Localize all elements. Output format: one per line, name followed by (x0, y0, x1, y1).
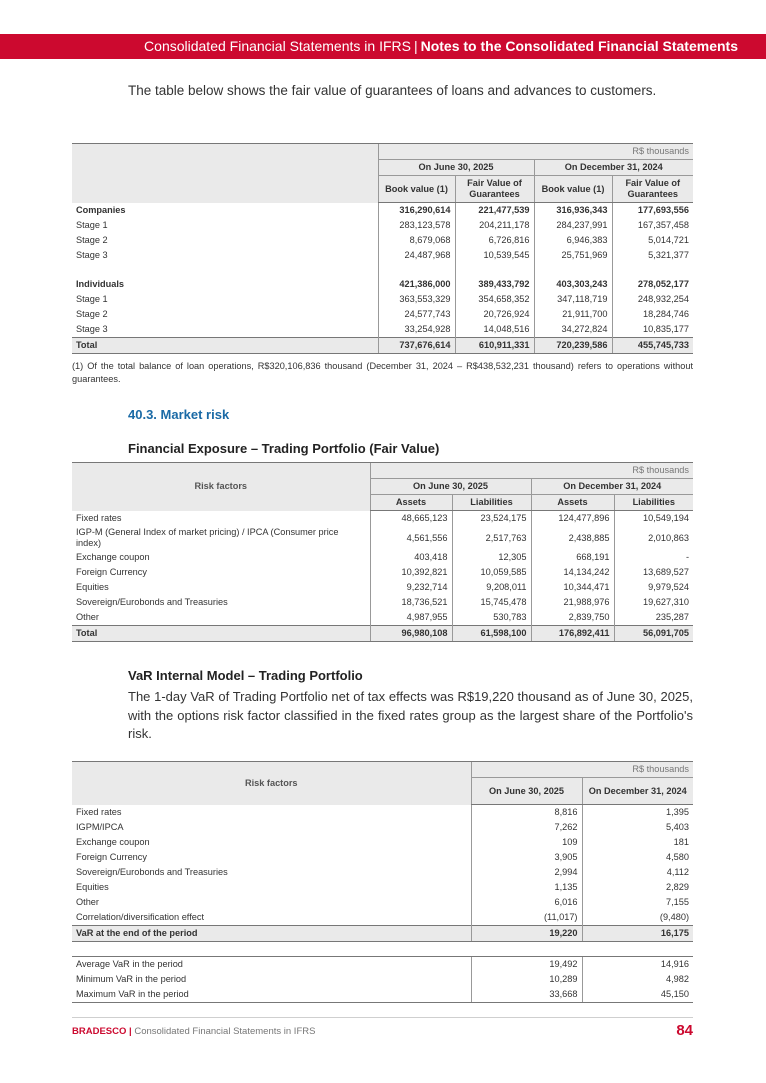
cell: 2,994 (471, 865, 582, 880)
cell: 19,492 (471, 957, 582, 973)
cell: 347,118,719 (534, 292, 612, 307)
var-title: VaR Internal Model – Trading Portfolio (128, 668, 363, 683)
table3-period2: On December 31, 2024 (582, 778, 693, 805)
cell: 14,916 (582, 957, 693, 973)
cell: 4,561,556 (370, 526, 452, 550)
cell: 354,658,352 (455, 292, 534, 307)
table1-col-book: Book value (1) (534, 176, 612, 203)
row-label: Stage 1 (76, 294, 108, 304)
cell: 610,911,331 (455, 338, 534, 354)
cell: (9,480) (582, 910, 693, 926)
row-label: Stage 1 (76, 220, 108, 230)
row-label: Stage 3 (76, 250, 108, 260)
footer-divider (72, 1017, 693, 1018)
cell: 33,668 (471, 987, 582, 1003)
table2-unit: R$ thousands (370, 463, 693, 479)
cell: 124,477,896 (531, 511, 614, 527)
cell: 10,835,177 (612, 322, 693, 338)
cell: 4,982 (582, 972, 693, 987)
table-row (72, 233, 693, 248)
footer-doc-title: Consolidated Financial Statements in IFRS (134, 1026, 316, 1037)
table3-period1: On June 30, 2025 (471, 778, 582, 805)
cell: 2,839,750 (531, 610, 614, 626)
cell: 5,014,721 (612, 233, 693, 248)
table1-col-book: Book value (1) (378, 176, 455, 203)
table-row (72, 957, 693, 973)
cell: 5,321,377 (612, 248, 693, 263)
row-label: Other (76, 612, 99, 622)
cell: 403,303,243 (534, 277, 612, 292)
footer-separator: | (129, 1026, 132, 1037)
exposure-title: Financial Exposure – Trading Portfolio (Fair Value) (128, 441, 440, 456)
table1-col-fair: Fair Value of Guarantees (612, 176, 693, 203)
cell: 4,112 (582, 865, 693, 880)
table-row (72, 550, 693, 565)
cell: 96,980,108 (370, 626, 452, 642)
spacer-row (72, 942, 693, 957)
table-total-row (72, 626, 693, 642)
table2-col-liabilities: Liabilities (614, 495, 693, 511)
table-row (72, 322, 693, 338)
cell: 720,239,586 (534, 338, 612, 354)
cell: 10,344,471 (531, 580, 614, 595)
row-label: Individuals (76, 279, 124, 289)
table-row (72, 865, 693, 880)
table2-col-assets: Assets (531, 495, 614, 511)
cell: 235,287 (614, 610, 693, 626)
cell: 2,010,863 (614, 526, 693, 550)
table-row (72, 248, 693, 263)
cell: 33,254,928 (378, 322, 455, 338)
row-label: Equities (76, 582, 109, 592)
cell: 56,091,705 (614, 626, 693, 642)
cell: 248,932,254 (612, 292, 693, 307)
cell: 2,829 (582, 880, 693, 895)
cell: 21,988,976 (531, 595, 614, 610)
table2-col-assets: Assets (370, 495, 452, 511)
row-label: Foreign Currency (76, 567, 147, 577)
cell: 18,736,521 (370, 595, 452, 610)
cell: 9,979,524 (614, 580, 693, 595)
row-label: Fixed rates (76, 806, 122, 817)
row-label: Average VaR in the period (72, 957, 471, 973)
table2-col-liabilities: Liabilities (452, 495, 531, 511)
cell: 10,059,585 (452, 565, 531, 580)
table2-period1: On June 30, 2025 (370, 479, 531, 495)
cell: 403,418 (370, 550, 452, 565)
header-section: Notes to the Consolidated Financial Statements (420, 38, 738, 54)
cell: 10,392,821 (370, 565, 452, 580)
cell: 9,208,011 (452, 580, 531, 595)
table1-period2: On December 31, 2024 (534, 160, 693, 176)
row-label: Equities (76, 882, 109, 892)
cell: 15,745,478 (452, 595, 531, 610)
row-label: Correlation/diversification effect (76, 912, 205, 922)
cell: 45,150 (582, 987, 693, 1003)
cell: 167,357,458 (612, 218, 693, 233)
cell: 1,135 (471, 880, 582, 895)
var-paragraph: The 1-day VaR of Trading Portfolio net of tax effects was R$19,220 thousand as of June 30, 2025, with the options risk factor classified in the fixed rates group as the largest share of the Portfolio's risk. (128, 689, 693, 741)
table-row (72, 526, 693, 550)
table-row (72, 880, 693, 895)
page-header-bar (0, 34, 766, 59)
row-label: Other (76, 897, 99, 907)
section-title: 40.3. Market risk (128, 407, 230, 422)
row-label: Exchange coupon (76, 552, 150, 562)
table-total-row (72, 926, 693, 942)
cell: 109 (471, 835, 582, 850)
table-row (72, 277, 693, 292)
row-label: Stage 3 (76, 324, 108, 334)
cell: 8,679,068 (378, 233, 455, 248)
cell: 221,477,539 (455, 203, 534, 219)
table2-period2: On December 31, 2024 (531, 479, 693, 495)
row-label: Maximum VaR in the period (72, 987, 471, 1003)
table-row (72, 820, 693, 835)
cell: 14,134,242 (531, 565, 614, 580)
cell: 2,438,885 (531, 526, 614, 550)
table-row (72, 972, 693, 987)
cell: 389,433,792 (455, 277, 534, 292)
cell: 6,726,816 (455, 233, 534, 248)
cell: 12,305 (452, 550, 531, 565)
cell: (11,017) (471, 910, 582, 926)
cell: 4,987,955 (370, 610, 452, 626)
cell: 530,783 (452, 610, 531, 626)
footer-text (72, 1026, 315, 1037)
brand-logo-text: BRADESCO (72, 1026, 127, 1037)
cell: 455,745,733 (612, 338, 693, 354)
cell: 316,936,343 (534, 203, 612, 219)
table-total-row (72, 338, 693, 354)
cell: 9,232,714 (370, 580, 452, 595)
cell: 1,395 (582, 805, 693, 821)
table1-period1: On June 30, 2025 (378, 160, 534, 176)
cell: 177,693,556 (612, 203, 693, 219)
cell: 204,211,178 (455, 218, 534, 233)
table-row (72, 895, 693, 910)
intro-paragraph: The table below shows the fair value of guarantees of loans and advances to customers. (128, 83, 657, 98)
row-label: Stage 2 (76, 235, 108, 245)
table-row (72, 835, 693, 850)
table-row (72, 610, 693, 626)
header-title: Consolidated Financial Statements in IFRS (144, 38, 411, 54)
cell: 48,665,123 (370, 511, 452, 527)
cell: - (614, 550, 693, 565)
cell: 8,816 (471, 805, 582, 821)
cell: 668,191 (531, 550, 614, 565)
cell: 10,539,545 (455, 248, 534, 263)
table-row (72, 805, 693, 821)
cell: 16,175 (582, 926, 693, 942)
guarantees-table (72, 143, 693, 354)
cell: 3,905 (471, 850, 582, 865)
table-row (72, 218, 693, 233)
cell: 10,549,194 (614, 511, 693, 527)
cell: 19,220 (471, 926, 582, 942)
cell: 176,892,411 (531, 626, 614, 642)
table-row (72, 850, 693, 865)
row-label: Foreign Currency (76, 852, 147, 862)
cell: 61,598,100 (452, 626, 531, 642)
row-label: Companies (76, 204, 126, 215)
table-row (72, 580, 693, 595)
table1-col-fair: Fair Value of Guarantees (455, 176, 534, 203)
cell: 21,911,700 (534, 307, 612, 322)
row-label: VaR at the end of the period (72, 926, 471, 942)
cell: 24,487,968 (378, 248, 455, 263)
table3-unit: R$ thousands (471, 762, 693, 778)
cell: 24,577,743 (378, 307, 455, 322)
table1-footnote: (1) Of the total balance of loan operations, R$320,106,836 thousand (December 31, 2024 – R$438,532,231 thousand) refers to operations without guarantees. (72, 361, 693, 384)
cell: 4,580 (582, 850, 693, 865)
table-row (72, 292, 693, 307)
cell: 6,946,383 (534, 233, 612, 248)
cell: 2,517,763 (452, 526, 531, 550)
table2-risk-factors-header: Risk factors (72, 463, 370, 511)
row-label: Sovereign/Eurobonds and Treasuries (76, 597, 228, 607)
row-label: Sovereign/Eurobonds and Treasuries (76, 867, 228, 877)
exposure-table (72, 462, 693, 642)
table-row (72, 595, 693, 610)
row-label: Stage 2 (76, 309, 108, 319)
cell: 278,052,177 (612, 277, 693, 292)
table-row (72, 511, 693, 527)
cell: 20,726,924 (455, 307, 534, 322)
header-separator: | (413, 38, 418, 54)
row-label: Minimum VaR in the period (76, 974, 187, 984)
cell: 34,272,824 (534, 322, 612, 338)
cell: 5,403 (582, 820, 693, 835)
table-row (72, 203, 693, 219)
cell: 421,386,000 (378, 277, 455, 292)
cell: 284,237,991 (534, 218, 612, 233)
row-label: Exchange coupon (76, 837, 150, 847)
cell: 10,289 (471, 972, 582, 987)
row-label: Fixed rates (76, 512, 122, 523)
row-label: Total (72, 338, 378, 354)
table-row (72, 910, 693, 926)
row-label: Total (72, 626, 370, 642)
spacer-row (72, 263, 693, 277)
cell: 316,290,614 (378, 203, 455, 219)
cell: 7,262 (471, 820, 582, 835)
cell: 25,751,969 (534, 248, 612, 263)
table-row (72, 565, 693, 580)
page-number: 84 (676, 1022, 693, 1039)
table1-unit: R$ thousands (378, 144, 693, 160)
table-row (72, 307, 693, 322)
table3-risk-factors-header: Risk factors (72, 762, 471, 805)
cell: 363,553,329 (378, 292, 455, 307)
table1-corner (72, 144, 378, 203)
row-label: IGP-M (General Index of market pricing) / IPCA (Consumer price index) (76, 527, 339, 548)
cell: 19,627,310 (614, 595, 693, 610)
cell: 737,676,614 (378, 338, 455, 354)
cell: 18,284,746 (612, 307, 693, 322)
cell: 7,155 (582, 895, 693, 910)
cell: 283,123,578 (378, 218, 455, 233)
cell: 13,689,527 (614, 565, 693, 580)
var-table (72, 761, 693, 1003)
row-label: IGPM/IPCA (76, 822, 124, 832)
cell: 6,016 (471, 895, 582, 910)
cell: 181 (582, 835, 693, 850)
cell: 23,524,175 (452, 511, 531, 527)
cell: 14,048,516 (455, 322, 534, 338)
table-row (72, 987, 693, 1003)
